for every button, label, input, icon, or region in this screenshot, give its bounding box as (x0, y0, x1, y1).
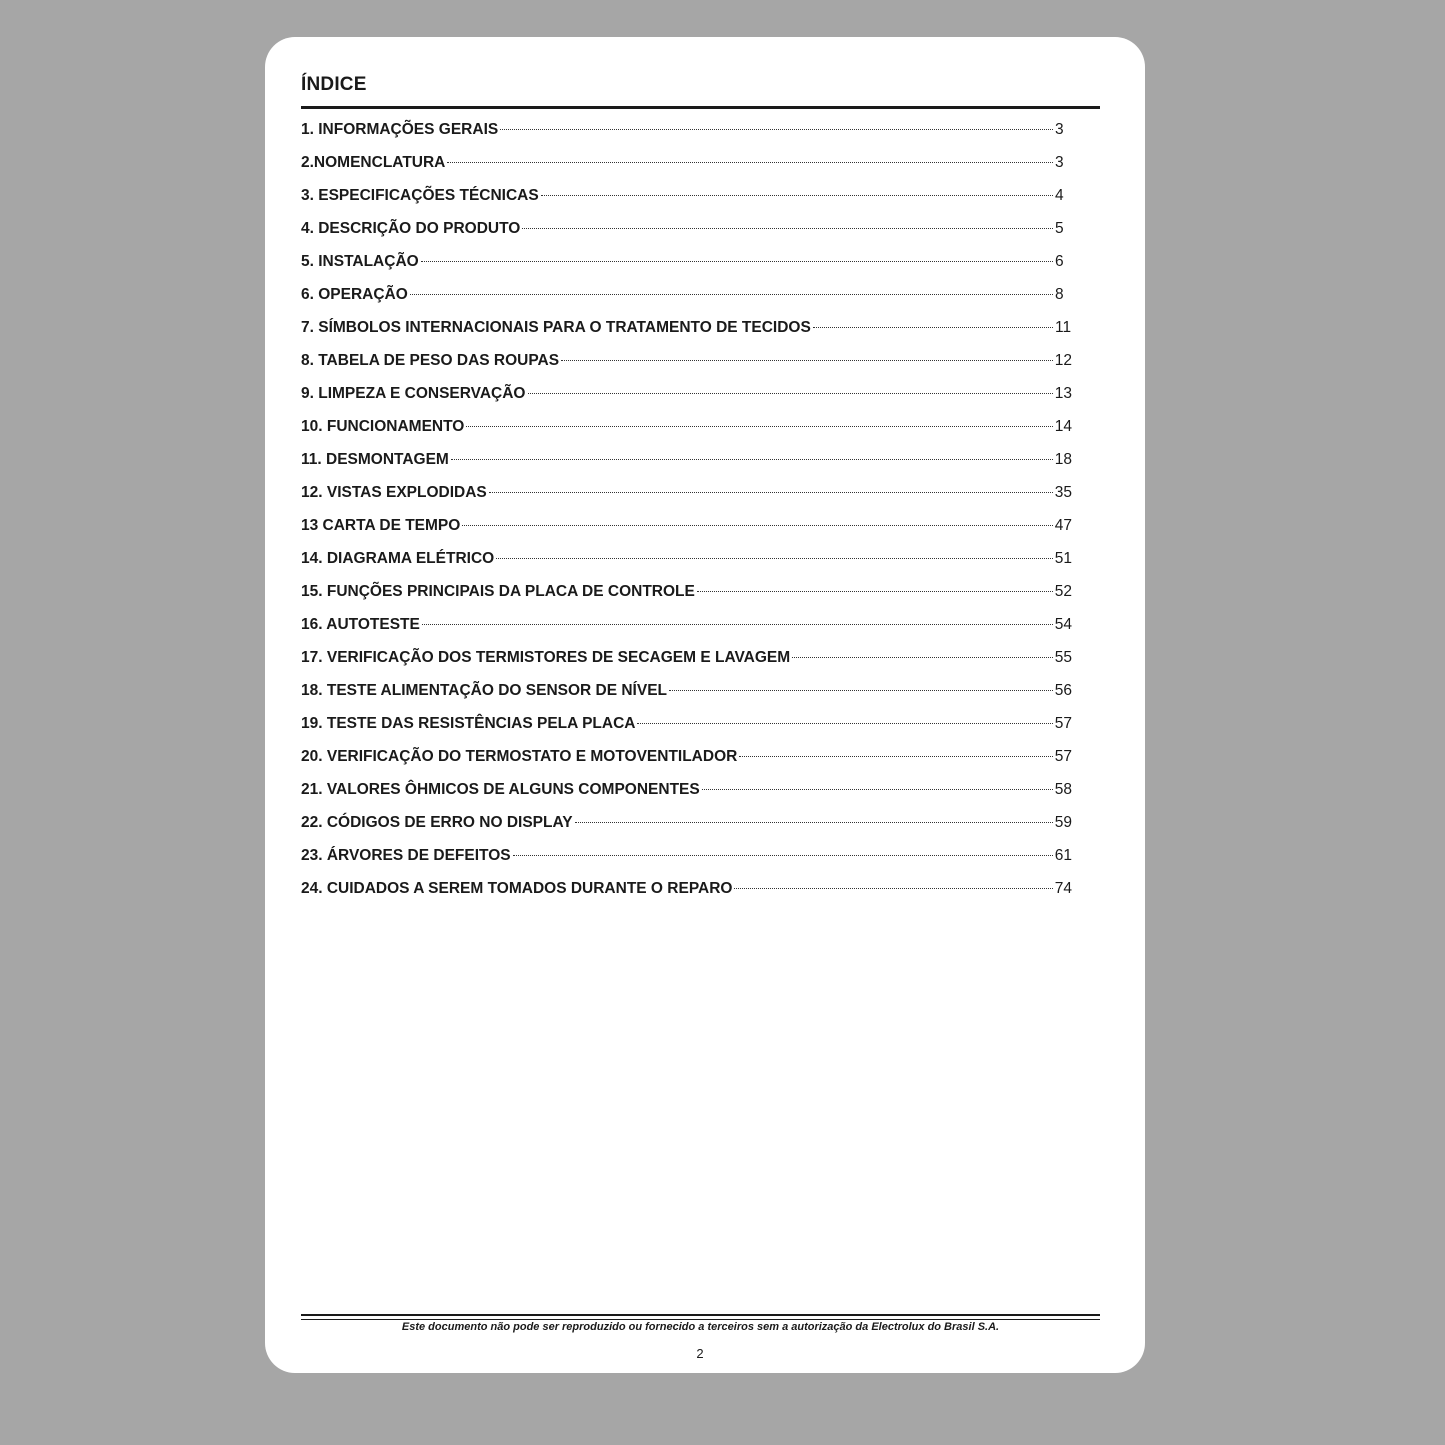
toc-entry[interactable] (301, 678, 1072, 711)
copyright-notice: Este documento não pode ser reproduzido ou fornecido a terceiros sem a autorização da Electrolux do Brasil S.A. (401, 1321, 1000, 1333)
toc-entry-page: 5 (1055, 220, 1064, 237)
toc-dot-leader (739, 756, 1052, 757)
toc-entry[interactable] (301, 249, 1072, 282)
toc-entry-title: 19. TESTE DAS RESISTÊNCIAS PELA PLACA (301, 715, 636, 732)
toc-entry-page: 3 (1055, 121, 1064, 138)
toc-entry-title: 3. ESPECIFICAÇÕES TÉCNICAS (301, 187, 539, 204)
toc-entry-title: 11. DESMONTAGEM (301, 451, 449, 468)
toc-entry-page: 59 (1054, 814, 1072, 831)
toc-dot-leader (500, 129, 1053, 130)
toc-entry[interactable] (301, 480, 1072, 513)
toc-dot-leader (513, 855, 1053, 856)
toc-entry-title: 23. ÁRVORES DE DEFEITOS (301, 847, 511, 864)
toc-entry-page: 56 (1054, 682, 1072, 699)
toc-dot-leader (702, 789, 1053, 790)
toc-entry-page: 57 (1054, 748, 1072, 765)
toc-entry-page: 14 (1054, 418, 1072, 435)
toc-entry[interactable] (301, 381, 1072, 414)
toc-entry-page: 74 (1054, 880, 1072, 897)
toc-entry-title: 17. VERIFICAÇÃO DOS TERMISTORES DE SECAGEM E LAVAGEM (301, 649, 791, 666)
toc-entry-title: 9. LIMPEZA E CONSERVAÇÃO (301, 385, 526, 402)
toc-entry-page: 6 (1055, 253, 1064, 270)
toc-dot-leader (792, 657, 1053, 658)
toc-entry-page: 11 (1055, 319, 1072, 336)
toc-dot-leader (466, 426, 1052, 427)
toc-entry[interactable] (301, 315, 1072, 348)
toc-dot-leader (451, 459, 1053, 460)
toc-entry-page: 57 (1054, 715, 1072, 732)
toc-entry[interactable] (301, 645, 1072, 678)
toc-entry-page: 61 (1054, 847, 1072, 864)
toc-entry-title: 14. DIAGRAMA ELÉTRICO (301, 550, 495, 567)
toc-entry-title: 20. VERIFICAÇÃO DO TERMOSTATO E MOTOVENTILADOR (301, 748, 738, 765)
table-of-contents (301, 117, 1072, 909)
toc-entry-page: 18 (1054, 451, 1072, 468)
toc-entry-page: 3 (1055, 154, 1064, 171)
toc-dot-leader (561, 360, 1053, 361)
toc-dot-leader (813, 327, 1053, 328)
toc-dot-leader (528, 393, 1053, 394)
toc-entry[interactable] (301, 216, 1072, 249)
toc-entry[interactable] (301, 447, 1072, 480)
toc-entry-page: 47 (1054, 517, 1072, 534)
toc-entry[interactable] (301, 150, 1072, 183)
toc-entry-page: 54 (1054, 616, 1072, 633)
toc-dot-leader (697, 591, 1053, 592)
toc-entry-title: 13 CARTA DE TEMPO (301, 517, 461, 534)
toc-entry-title: 10. FUNCIONAMENTO (301, 418, 465, 435)
toc-entry[interactable] (301, 777, 1072, 810)
toc-entry-title: 22. CÓDIGOS DE ERRO NO DISPLAY (301, 814, 573, 831)
page-title: ÍNDICE (301, 74, 367, 95)
toc-entry[interactable] (301, 744, 1072, 777)
toc-entry-title: 18. TESTE ALIMENTAÇÃO DO SENSOR DE NÍVEL (301, 682, 668, 699)
toc-dot-leader (421, 261, 1053, 262)
page-number: 2 (696, 1346, 704, 1361)
toc-entry[interactable] (301, 711, 1072, 744)
toc-entry[interactable] (301, 513, 1072, 546)
toc-entry[interactable] (301, 810, 1072, 843)
toc-entry-title: 15. FUNÇÕES PRINCIPAIS DA PLACA DE CONTROLE (301, 583, 695, 600)
toc-entry[interactable] (301, 183, 1072, 216)
toc-entry[interactable] (301, 579, 1072, 612)
toc-dot-leader (422, 624, 1053, 625)
toc-entry-page: 51 (1054, 550, 1072, 567)
toc-entry-page: 52 (1054, 583, 1072, 600)
toc-dot-leader (541, 195, 1053, 196)
toc-entry-page: 13 (1054, 385, 1072, 402)
toc-entry-title: 1. INFORMAÇÕES GERAIS (301, 121, 499, 138)
footer-divider (301, 1314, 1100, 1316)
toc-entry-title: 12. VISTAS EXPLODIDAS (301, 484, 487, 501)
toc-entry-page: 35 (1054, 484, 1072, 501)
toc-dot-leader (734, 888, 1052, 889)
toc-dot-leader (496, 558, 1053, 559)
toc-entry[interactable] (301, 348, 1072, 381)
toc-entry-page: 58 (1054, 781, 1072, 798)
document-page (265, 37, 1145, 1373)
toc-dot-leader (447, 162, 1053, 163)
toc-entry[interactable] (301, 876, 1072, 909)
footer-divider-secondary (301, 1319, 1100, 1320)
toc-dot-leader (522, 228, 1053, 229)
toc-dot-leader (489, 492, 1053, 493)
toc-entry[interactable] (301, 282, 1072, 315)
toc-entry-page: 12 (1054, 352, 1072, 369)
toc-entry-title: 5. INSTALAÇÃO (301, 253, 419, 270)
toc-entry-title: 24. CUIDADOS A SEREM TOMADOS DURANTE O REPARO (301, 880, 733, 897)
toc-entry-page: 4 (1055, 187, 1064, 204)
title-divider (301, 106, 1100, 109)
toc-dot-leader (575, 822, 1053, 823)
toc-entry[interactable] (301, 546, 1072, 579)
toc-entry[interactable] (301, 117, 1072, 150)
toc-dot-leader (410, 294, 1053, 295)
toc-entry-title: 6. OPERAÇÃO (301, 286, 408, 303)
toc-entry[interactable] (301, 414, 1072, 447)
toc-entry-title: 21. VALORES ÔHMICOS DE ALGUNS COMPONENTES (301, 781, 700, 798)
toc-entry[interactable] (301, 612, 1072, 645)
toc-dot-leader (669, 690, 1053, 691)
toc-dot-leader (637, 723, 1052, 724)
toc-entry-title: 4. DESCRIÇÃO DO PRODUTO (301, 220, 521, 237)
toc-entry-title: 8. TABELA DE PESO DAS ROUPAS (301, 352, 560, 369)
toc-entry-title: 16. AUTOTESTE (301, 616, 420, 633)
toc-entry-title: 2.NOMENCLATURA (301, 154, 446, 171)
toc-entry-title: 7. SÍMBOLOS INTERNACIONAIS PARA O TRATAMENTO DE TECIDOS (301, 319, 811, 336)
toc-entry-page: 8 (1055, 286, 1064, 303)
toc-entry-page: 55 (1054, 649, 1072, 666)
toc-dot-leader (462, 525, 1052, 526)
toc-entry[interactable] (301, 843, 1072, 876)
